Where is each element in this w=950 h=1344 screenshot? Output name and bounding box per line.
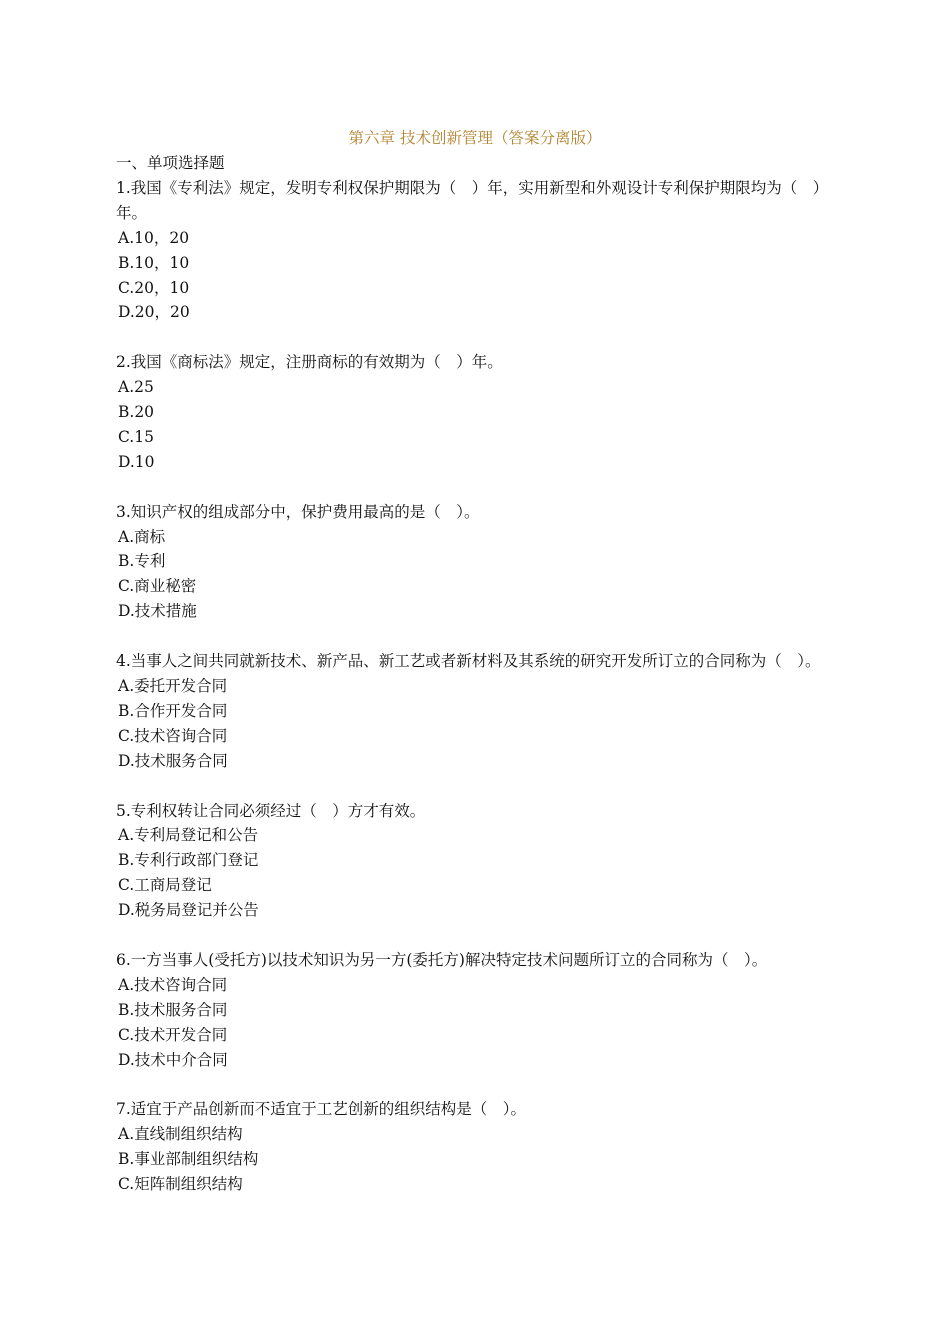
question-text: 2.我国《商标法》规定，注册商标的有效期为（ ）年。 (116, 353, 503, 372)
option-d: D.税务局登记并公告 (118, 901, 259, 920)
option-a: A.25 (118, 378, 154, 397)
question-text: 3.知识产权的组成部分中，保护费用最高的是（ ）。 (116, 502, 480, 521)
option-list (116, 973, 836, 1073)
question-2 (116, 350, 836, 475)
option-a: A.委托开发合同 (118, 676, 228, 695)
option-d: D.技术服务合同 (118, 751, 228, 770)
option-list (116, 525, 836, 625)
option-c: C.矩阵制组织结构 (118, 1175, 243, 1194)
option-a: A.10，20 (118, 228, 190, 247)
option-list (116, 375, 836, 475)
option-b: B.合作开发合同 (118, 701, 228, 720)
option-c: C.15 (118, 427, 154, 446)
option-list (116, 1122, 836, 1197)
option-c: C.技术咨询合同 (118, 726, 228, 745)
option-c: C.20，10 (118, 278, 190, 297)
option-b: B.20 (118, 403, 155, 422)
option-d: D.技术措施 (118, 602, 197, 621)
question-5 (116, 799, 836, 924)
option-b: B.专利 (118, 552, 166, 571)
option-c: C.商业秘密 (118, 577, 197, 596)
option-list (116, 823, 836, 923)
question-text: 6.一方当事人(受托方)以技术知识为另一方(委托方)解决特定技术问题所订立的合同称为（ ）。 (116, 950, 768, 969)
option-b: B.事业部制组织结构 (118, 1150, 259, 1169)
option-c: C.工商局登记 (118, 876, 212, 895)
option-a: A.技术咨询合同 (118, 975, 228, 994)
question-7 (116, 1097, 836, 1197)
option-a: A.专利局登记和公告 (118, 826, 259, 845)
option-d: D.10 (118, 452, 155, 471)
question-3 (116, 500, 836, 625)
option-b: B.技术服务合同 (118, 1000, 228, 1019)
section-heading: 一、单项选择题 (116, 154, 225, 172)
option-list (116, 674, 836, 774)
option-c: C.技术开发合同 (118, 1025, 228, 1044)
question-text: 5.专利权转让合同必须经过（ ）方才有效。 (116, 801, 426, 820)
option-b: B.10，10 (118, 253, 190, 272)
option-d: D.技术中介合同 (118, 1050, 228, 1069)
option-list (116, 226, 836, 326)
option-b: B.专利行政部门登记 (118, 851, 259, 870)
option-a: A.商标 (118, 527, 166, 546)
document-content (116, 151, 836, 1222)
question-text: 4.当事人之间共同就新技术、新产品、新工艺或者新材料及其系统的研究开发所订立的合同称为（ ）。 (116, 652, 821, 671)
question-4 (116, 649, 836, 774)
option-d: D.20，20 (118, 303, 190, 322)
question-text: 1.我国《专利法》规定，发明专利权保护期限为（ ）年，实用新型和外观设计专利保护期限均为（ ）年。 (116, 178, 829, 222)
question-1 (116, 176, 836, 325)
question-6 (116, 948, 836, 1073)
question-text: 7.适宜于产品创新而不适宜于工艺创新的组织结构是（ ）。 (116, 1100, 527, 1119)
document-title: 第六章 技术创新管理（答案分离版） (348, 129, 602, 147)
option-a: A.直线制组织结构 (118, 1125, 243, 1144)
